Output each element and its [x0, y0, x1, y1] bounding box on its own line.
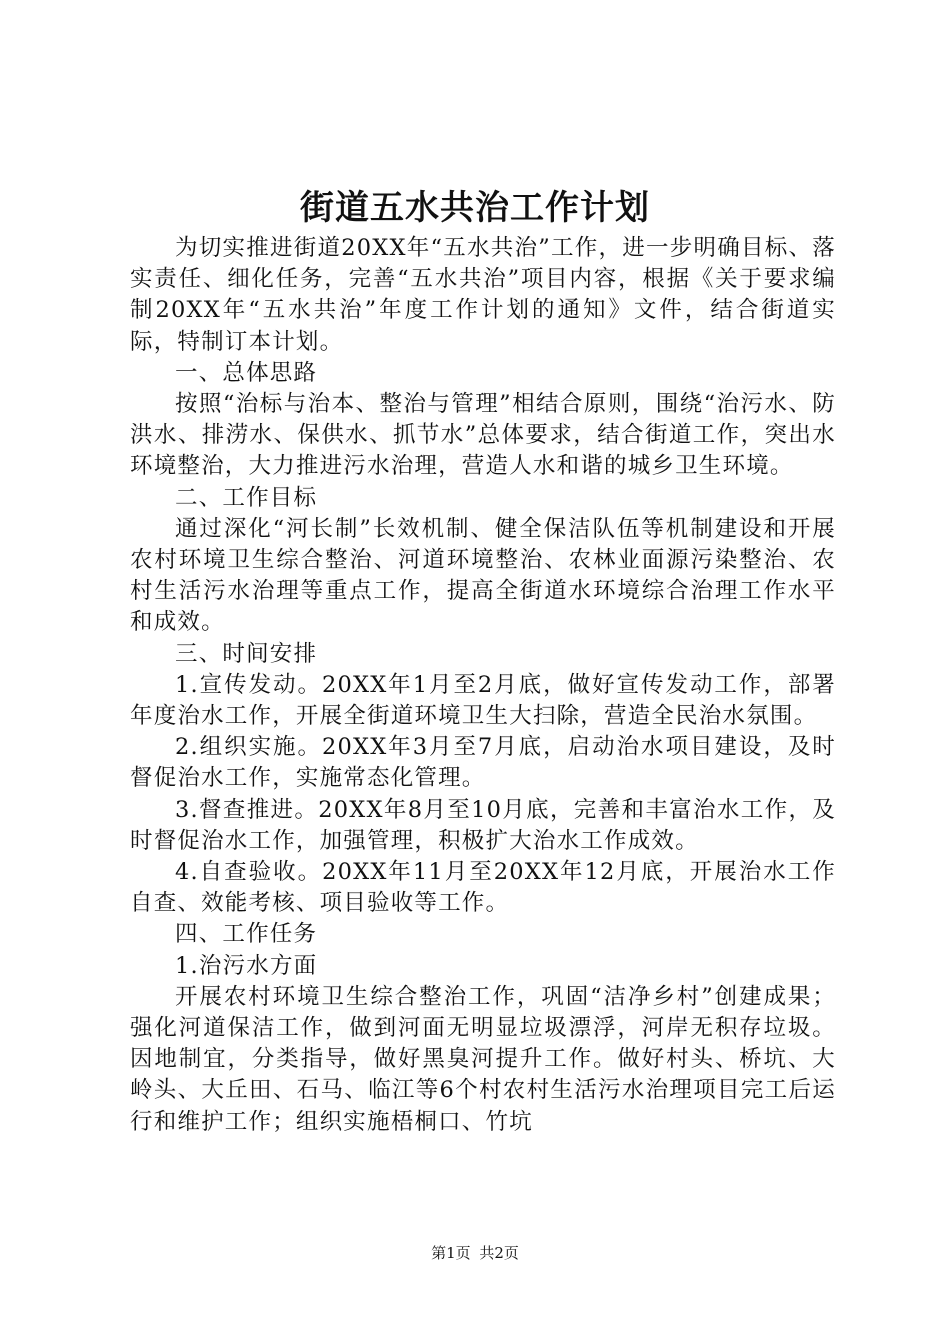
overall-approach-paragraph: 按照“治标与治本、整治与管理”相结合原则，围绕“治污水、防洪水、排涝水、保供水、抓节水”总体要求，结合街道工作，突出水环境整治，大力推进污水治理，营造人水和谐的城乡卫生环境。 — [130, 391, 836, 480]
section-heading-schedule: 三、时间安排 — [175, 640, 318, 667]
schedule-item-1: 1.宣传发动。20XX年1月至2月底，做好宣传发动工作，部署年度治水工作，开展全街道环境卫生大扫除，营造全民治水氛围。 — [130, 671, 836, 730]
sewage-paragraph: 开展农村环境卫生综合整治工作，巩固“洁净乡村”创建成果；强化河道保洁工作，做到河面无明显垃圾漂浮，河岸无积存垃圾。因地制宜，分类指导，做好黑臭河提升工作。做好村头、桥坑、大岭头、大丘田、石马、临江等6个村农村生活污水治理项目完工后运行和维护工作；组织实施梧桐口、竹坑 — [130, 983, 836, 1135]
section-heading-work-tasks: 四、工作任务 — [175, 921, 318, 948]
page-total: 共2页 — [479, 1244, 519, 1262]
intro-paragraph: 为切实推进街道20XX年“五水共治”工作，进一步明确目标、落实责任、细化任务，完善“五水共治”项目内容，根据《关于要求编制20XX年“五水共治”年度工作计划的通知》文件，结合街道实际，特制订本计划。 — [130, 235, 836, 355]
page-number: 第1页 — [431, 1244, 471, 1262]
document-title: 街道五水共治工作计划 — [300, 188, 650, 228]
schedule-item-3: 3.督查推进。20XX年8月至10月底，完善和丰富治水工作，及时督促治水工作，加强管理，积极扩大治水工作成效。 — [130, 796, 836, 854]
document-body — [130, 233, 836, 1138]
work-goals-paragraph: 通过深化“河长制”长效机制、健全保洁队伍等机制建设和开展农村环境卫生综合整治、河道环境整治、农林业面源污染整治、农村生活污水治理等重点工作，提高全街道水环境综合治理工作水平和成效。 — [130, 515, 836, 636]
section-heading-work-goals: 二、工作目标 — [175, 484, 318, 511]
schedule-item-4: 4.自查验收。20XX年11月至20XX年12月底，开展治水工作自查、效能考核、项目验收等工作。 — [130, 859, 836, 917]
section-heading-overall-approach: 一、总体思路 — [175, 359, 318, 386]
schedule-item-2: 2.组织实施。20XX年3月至7月底，启动治水项目建设，及时督促治水工作，实施常态化管理。 — [130, 734, 836, 792]
subsection-heading-sewage: 1.治污水方面 — [175, 952, 318, 979]
page-footer — [0, 1243, 950, 1263]
